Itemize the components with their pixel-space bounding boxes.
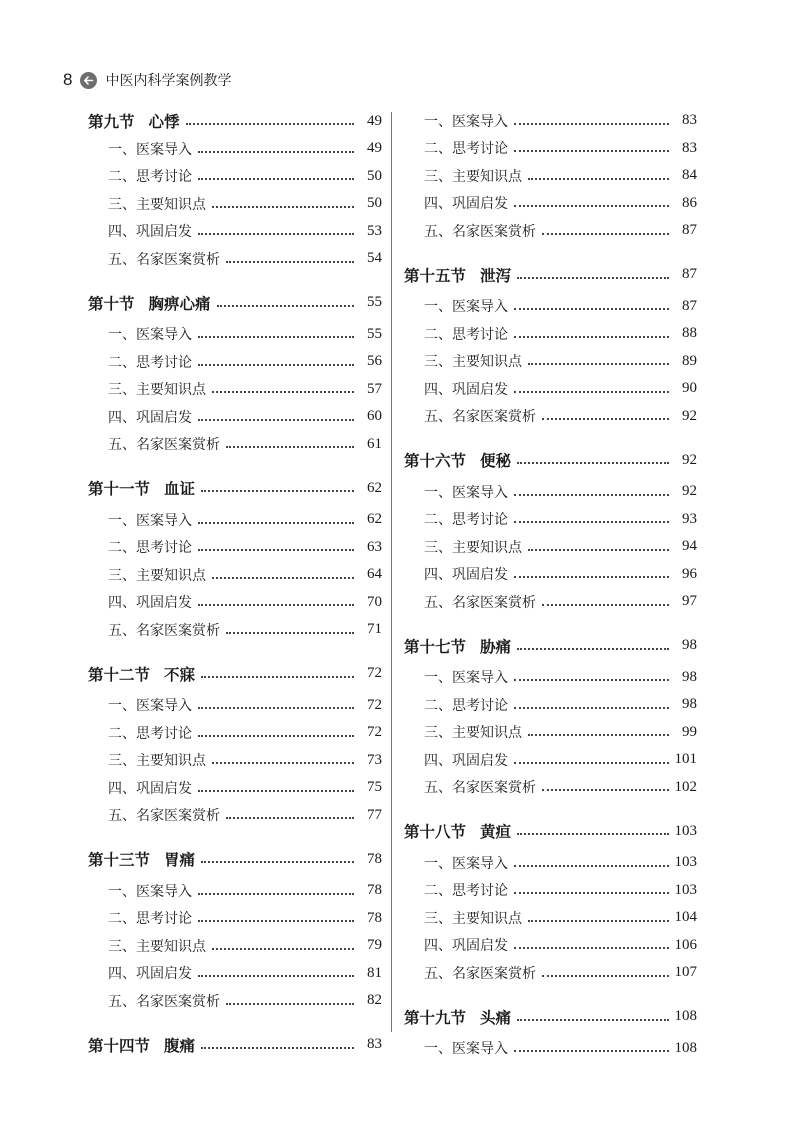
item-label: 一、医案导入 [108, 512, 192, 529]
dot-leader [517, 1019, 668, 1021]
toc-item[interactable] [404, 348, 697, 376]
item-page-number: 49 [367, 140, 382, 157]
item-page-number: 64 [367, 566, 382, 583]
item-page-number: 75 [367, 779, 382, 796]
item-label: 二、思考讨论 [424, 883, 508, 900]
item-label: 一、医案导入 [108, 698, 192, 715]
dot-leader [198, 549, 354, 551]
item-label: 一、医案导入 [424, 855, 508, 872]
item-label: 五、名家医案赏析 [108, 808, 220, 825]
dot-leader [212, 577, 354, 579]
item-page-number: 104 [674, 909, 697, 926]
item-label: 一、医案导入 [108, 327, 192, 344]
toc-item[interactable] [404, 533, 697, 561]
toc-item[interactable] [88, 348, 382, 376]
toc-item[interactable] [404, 588, 697, 616]
dot-leader [517, 833, 668, 835]
section-number: 第十三节 [88, 851, 151, 869]
item-page-number: 94 [682, 538, 697, 555]
item-label: 三、主要知识点 [108, 753, 206, 770]
item-label: 五、名家医案赏析 [108, 437, 220, 454]
section-label [88, 848, 195, 870]
section-page-number: 98 [682, 637, 697, 653]
item-label: 一、医案导入 [424, 484, 508, 501]
dot-leader [212, 206, 354, 208]
item-page-number: 87 [682, 297, 697, 314]
item-label: 二、思考讨论 [108, 725, 192, 742]
dot-leader [528, 734, 669, 736]
section-label [88, 110, 180, 132]
dot-leader [226, 261, 354, 263]
section-label [404, 635, 511, 657]
section-title: 胁痛 [480, 637, 512, 656]
toc-item[interactable] [88, 589, 382, 617]
item-page-number: 106 [674, 936, 697, 953]
dot-leader [201, 676, 354, 678]
back-arrow-icon [80, 72, 97, 89]
item-label: 三、主要知识点 [424, 725, 522, 742]
toc-section-entry[interactable] [404, 442, 697, 478]
dot-leader [198, 707, 354, 709]
item-label: 四、巩固启发 [108, 409, 192, 426]
item-label: 三、主要知识点 [108, 382, 206, 399]
dot-leader [226, 1003, 354, 1005]
item-label: 一、医案导入 [108, 883, 192, 900]
section-page-number: 49 [367, 112, 382, 129]
item-label: 二、思考讨论 [108, 169, 192, 186]
toc-section-entry[interactable] [404, 999, 697, 1035]
item-page-number: 98 [682, 696, 697, 713]
item-label: 四、巩固启发 [424, 196, 508, 213]
toc-item[interactable] [404, 877, 697, 905]
toc-item[interactable] [88, 403, 382, 431]
dot-leader [201, 490, 354, 492]
toc-section-entry[interactable] [88, 470, 382, 506]
toc-item[interactable] [88, 616, 382, 644]
dot-leader [198, 178, 354, 180]
dot-leader [198, 151, 354, 153]
toc-item[interactable] [88, 877, 382, 905]
toc-section-entry[interactable] [88, 656, 382, 692]
section-title: 泄泻 [480, 266, 512, 285]
item-page-number: 53 [367, 222, 382, 239]
item-label: 四、巩固启发 [424, 938, 508, 955]
dot-leader [201, 1047, 354, 1049]
dot-leader [514, 865, 669, 867]
toc-item[interactable] [404, 904, 697, 932]
item-page-number: 54 [367, 250, 382, 267]
dot-leader [198, 604, 354, 606]
page-number: 8 [63, 70, 73, 89]
toc-item[interactable] [404, 320, 697, 348]
dot-leader [517, 462, 669, 464]
item-label: 四、巩固启发 [108, 966, 192, 983]
item-label: 三、主要知识点 [424, 910, 522, 927]
item-label: 四、巩固启发 [424, 381, 508, 398]
item-page-number: 92 [682, 407, 697, 424]
item-page-number: 84 [682, 167, 697, 184]
item-page-number: 50 [367, 167, 382, 184]
dot-leader [542, 975, 669, 977]
dot-leader [517, 277, 669, 279]
dot-leader [226, 632, 354, 634]
section-title: 心悸 [148, 113, 180, 131]
book-title: 中医内科学案例教学 [105, 73, 232, 89]
toc-item[interactable] [404, 932, 697, 960]
toc-item[interactable] [88, 218, 382, 246]
item-label: 一、医案导入 [108, 141, 192, 158]
dot-leader [514, 1050, 669, 1052]
toc-item[interactable] [88, 692, 382, 720]
dot-leader [514, 205, 669, 207]
toc-item[interactable] [88, 506, 382, 534]
dot-leader [186, 123, 354, 125]
dot-leader [528, 363, 669, 365]
item-page-number: 102 [674, 778, 697, 795]
toc-item[interactable] [404, 849, 697, 877]
dot-leader [542, 233, 669, 235]
item-page-number: 90 [682, 380, 697, 397]
item-label: 五、名家医案赏析 [108, 622, 220, 639]
item-page-number: 96 [682, 565, 697, 582]
item-page-number: 56 [367, 353, 382, 370]
toc-item[interactable] [88, 534, 382, 562]
toc-section-entry[interactable] [88, 841, 382, 877]
dot-leader [217, 305, 354, 307]
section-number: 第十九节 [404, 1008, 467, 1027]
toc-item[interactable] [404, 664, 697, 692]
dot-leader [212, 762, 354, 764]
item-page-number: 81 [367, 964, 382, 981]
item-label: 一、医案导入 [424, 1041, 508, 1058]
toc-item[interactable] [404, 217, 697, 245]
toc-left-column [88, 107, 382, 1063]
section-number: 第十节 [88, 294, 135, 313]
dot-leader [514, 308, 669, 310]
item-label: 五、名家医案赏析 [108, 251, 220, 268]
item-label: 一、医案导入 [424, 299, 508, 316]
toc-item[interactable] [404, 403, 697, 431]
item-page-number: 62 [367, 511, 382, 528]
dot-leader [517, 648, 669, 650]
toc-item[interactable] [88, 960, 382, 988]
item-page-number: 78 [367, 882, 382, 899]
toc-item[interactable] [404, 959, 697, 987]
item-label: 一、医案导入 [424, 670, 508, 687]
item-label: 二、思考讨论 [424, 326, 508, 343]
section-label [404, 820, 511, 842]
toc-item[interactable] [404, 746, 697, 774]
item-page-number: 97 [682, 593, 697, 610]
dot-leader [542, 418, 669, 420]
dot-leader [514, 391, 669, 393]
item-label: 二、思考讨论 [424, 697, 508, 714]
section-number: 第十六节 [404, 452, 467, 470]
toc-item[interactable] [88, 932, 382, 960]
section-page-number: 62 [367, 479, 382, 496]
toc-item[interactable] [88, 376, 382, 404]
item-label: 四、巩固启发 [108, 595, 192, 612]
item-page-number: 73 [367, 751, 382, 768]
toc-item[interactable] [88, 431, 382, 459]
toc-item[interactable] [88, 774, 382, 802]
item-label: 一、医案导入 [424, 113, 508, 130]
dot-leader [198, 336, 354, 338]
item-page-number: 89 [682, 352, 697, 369]
section-title: 便秘 [480, 452, 512, 470]
dot-leader [212, 391, 354, 393]
toc-item[interactable] [88, 135, 382, 163]
item-page-number: 98 [682, 668, 697, 685]
section-number: 第十八节 [404, 823, 467, 841]
item-label: 五、名家医案赏析 [424, 409, 536, 426]
item-page-number: 60 [367, 408, 382, 425]
section-page-number: 92 [682, 451, 697, 468]
item-page-number: 72 [367, 724, 382, 741]
dot-leader [226, 817, 354, 819]
dot-leader [198, 920, 354, 922]
toc-item[interactable] [404, 691, 697, 719]
dot-leader [514, 892, 669, 894]
item-page-number: 93 [682, 510, 697, 527]
dot-leader [528, 178, 669, 180]
section-number: 第十四节 [88, 1036, 151, 1055]
item-page-number: 88 [682, 325, 697, 342]
section-number: 第十一节 [88, 480, 151, 498]
toc-item[interactable] [404, 719, 697, 747]
item-page-number: 77 [367, 806, 382, 823]
item-page-number: 61 [367, 435, 382, 452]
item-page-number: 107 [674, 964, 697, 981]
toc-item[interactable] [88, 802, 382, 830]
section-label [88, 663, 195, 685]
section-page-number: 83 [367, 1036, 382, 1052]
item-page-number: 71 [367, 621, 382, 638]
toc-section-entry[interactable] [88, 107, 382, 135]
item-page-number: 79 [367, 937, 382, 954]
section-label [88, 1034, 195, 1056]
item-label: 五、名家医案赏析 [424, 223, 536, 240]
toc-item[interactable] [88, 905, 382, 933]
item-page-number: 103 [674, 881, 697, 898]
section-label [404, 449, 511, 471]
item-label: 三、主要知识点 [108, 938, 206, 955]
toc-item[interactable] [88, 561, 382, 589]
item-page-number: 72 [367, 696, 382, 713]
section-label [404, 264, 511, 286]
toc-right-column [404, 107, 697, 1062]
section-title: 血证 [164, 480, 196, 498]
toc-item[interactable] [404, 293, 697, 321]
item-page-number: 87 [682, 222, 697, 239]
section-title: 黄疸 [480, 823, 512, 841]
item-label: 二、思考讨论 [108, 911, 192, 928]
section-number: 第十二节 [88, 665, 151, 684]
dot-leader [514, 679, 669, 681]
item-label: 二、思考讨论 [108, 540, 192, 557]
toc-item[interactable] [404, 135, 697, 163]
toc-item[interactable] [404, 506, 697, 534]
toc-item[interactable] [404, 162, 697, 190]
toc-section-entry[interactable] [88, 285, 382, 321]
item-label: 四、巩固启发 [108, 224, 192, 241]
toc-item[interactable] [88, 321, 382, 349]
toc-item[interactable] [88, 190, 382, 218]
dot-leader [198, 419, 354, 421]
toc-section-entry[interactable] [88, 1027, 382, 1063]
item-label: 二、思考讨论 [424, 512, 508, 529]
item-label: 三、主要知识点 [108, 196, 206, 213]
toc-item[interactable] [404, 1035, 697, 1063]
item-label: 五、名家医案赏析 [424, 780, 536, 797]
item-page-number: 86 [682, 194, 697, 211]
dot-leader [514, 521, 669, 523]
section-page-number: 55 [367, 294, 382, 310]
toc-item[interactable] [88, 747, 382, 775]
section-number: 第十七节 [404, 637, 467, 656]
item-label: 五、名家医案赏析 [424, 594, 536, 611]
section-page-number: 103 [674, 822, 697, 839]
dot-leader [514, 494, 669, 496]
toc-section-entry[interactable] [404, 813, 697, 849]
dot-leader [514, 947, 669, 949]
item-page-number: 99 [682, 723, 697, 740]
item-label: 二、思考讨论 [424, 141, 508, 158]
dot-leader [198, 790, 354, 792]
item-label: 三、主要知识点 [108, 567, 206, 584]
toc-item[interactable] [404, 375, 697, 403]
dot-leader [514, 123, 669, 125]
toc-item[interactable] [404, 190, 697, 218]
section-label [404, 1006, 511, 1028]
section-title: 胸痹心痛 [148, 294, 211, 313]
toc-section-entry[interactable] [404, 628, 697, 664]
section-page-number: 72 [367, 665, 382, 681]
item-page-number: 101 [674, 751, 697, 768]
item-label: 五、名家医案赏析 [108, 993, 220, 1010]
toc-item[interactable] [404, 107, 697, 135]
section-page-number: 87 [682, 266, 697, 282]
dot-leader [514, 707, 669, 709]
dot-leader [198, 364, 354, 366]
dot-leader [528, 920, 669, 922]
column-divider [391, 112, 392, 1032]
item-page-number: 78 [367, 909, 382, 926]
dot-leader [198, 233, 354, 235]
toc-item[interactable] [88, 719, 382, 747]
item-page-number: 103 [674, 854, 697, 871]
item-page-number: 63 [367, 538, 382, 555]
toc-item[interactable] [88, 163, 382, 191]
item-page-number: 83 [682, 112, 697, 129]
dot-leader [198, 893, 354, 895]
section-title: 腹痛 [164, 1036, 196, 1055]
dot-leader [514, 762, 669, 764]
dot-leader [198, 522, 354, 524]
dot-leader [198, 975, 354, 977]
item-page-number: 108 [674, 1039, 697, 1056]
dot-leader [514, 576, 669, 578]
item-page-number: 82 [367, 992, 382, 1009]
item-page-number: 83 [682, 139, 697, 156]
dot-leader [514, 150, 669, 152]
page-header [63, 69, 231, 91]
dot-leader [542, 604, 669, 606]
item-label: 四、巩固启发 [424, 567, 508, 584]
item-label: 三、主要知识点 [424, 539, 522, 556]
section-page-number: 108 [674, 1008, 697, 1024]
section-title: 头痛 [480, 1008, 512, 1027]
toc-item[interactable] [404, 774, 697, 802]
section-title: 不寐 [164, 665, 196, 684]
item-label: 四、巩固启发 [424, 752, 508, 769]
toc-item[interactable] [88, 987, 382, 1015]
item-page-number: 70 [367, 593, 382, 610]
section-label [88, 477, 195, 499]
dot-leader [212, 948, 354, 950]
toc-item[interactable] [88, 245, 382, 273]
item-label: 三、主要知识点 [424, 354, 522, 371]
item-label: 三、主要知识点 [424, 168, 522, 185]
item-page-number: 57 [367, 380, 382, 397]
dot-leader [514, 336, 669, 338]
item-page-number: 92 [682, 483, 697, 500]
dot-leader [198, 735, 354, 737]
dot-leader [542, 789, 669, 791]
item-label: 四、巩固启发 [108, 780, 192, 797]
toc-item[interactable] [404, 478, 697, 506]
section-number: 第十五节 [404, 266, 467, 285]
item-page-number: 50 [367, 195, 382, 212]
item-page-number: 55 [367, 325, 382, 342]
dot-leader [201, 861, 354, 863]
dot-leader [226, 446, 354, 448]
section-number: 第九节 [88, 113, 135, 131]
toc-item[interactable] [404, 561, 697, 589]
item-label: 二、思考讨论 [108, 354, 192, 371]
dot-leader [528, 549, 669, 551]
section-title: 胃痛 [164, 851, 196, 869]
section-page-number: 78 [367, 850, 382, 867]
section-label [88, 292, 211, 314]
item-label: 五、名家医案赏析 [424, 965, 536, 982]
toc-section-entry[interactable] [404, 257, 697, 293]
